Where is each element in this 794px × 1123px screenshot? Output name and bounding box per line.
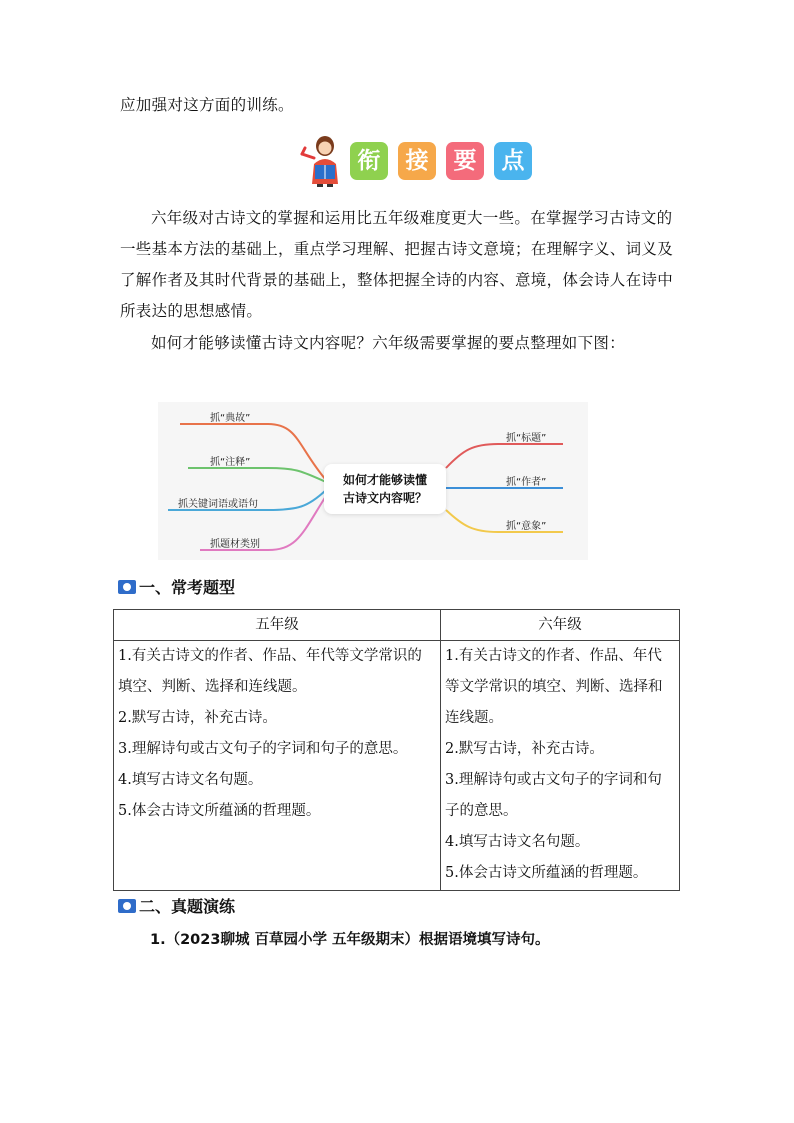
list-item: 2.默写古诗，补充古诗。: [445, 741, 604, 757]
banner-connection-points: [300, 132, 540, 188]
node-left-1: 抓“典故”: [210, 413, 251, 424]
branch-right-1: [446, 444, 563, 468]
table-header-row: [114, 610, 680, 641]
intro-line: 应加强对这方面的训练。: [120, 96, 294, 114]
branch-left-1: [180, 424, 326, 480]
question-type-table: [113, 609, 680, 891]
node-left-3: 抓关键词语或语句: [178, 499, 258, 510]
list-item: 2.默写古诗，补充古诗。: [118, 710, 277, 726]
banner-tile-3: 要: [446, 142, 484, 180]
section-heading-2: [118, 896, 235, 918]
question-1: 1.（2023聊城 百草园小学 五年级期末）根据语境填写诗句。: [150, 932, 550, 948]
paragraph-1: 六年级对古诗文的掌握和运用比五年级难度更大一些。在掌握学习古诗文的一些基本方法的基础上，重点学习理解、把握古诗文意境；在理解字义、词义及了解作者及其时代背景的基础上，整体把握全诗的内容、意境，体会诗人在诗中所表达的思想感情。: [120, 209, 674, 320]
list-item: 5.体会古诗文所蕴涵的哲理题。: [118, 803, 321, 819]
node-left-4: 抓题材类别: [210, 539, 260, 550]
section-heading-1: [118, 577, 235, 599]
section-marker-icon: [118, 580, 136, 594]
list-item: 3.理解诗句或古文句子的字词和句子的意思。: [118, 741, 408, 757]
section-title-1: 一、常考题型: [139, 578, 236, 597]
mind-map-center: [324, 464, 446, 514]
banner-tile-1: 衔: [350, 142, 388, 180]
center-line-2: 古诗文内容呢？: [342, 491, 427, 505]
banner-tile-4: 点: [494, 142, 532, 180]
node-left-2: 抓“注释”: [210, 457, 251, 468]
list-item: 1.有关古诗文的作者、作品、年代等文学常识的填空、判断、选择和连线题。: [445, 648, 663, 726]
list-item: 4.填写古诗文名句题。: [445, 834, 590, 850]
node-right-2: 抓“作者”: [506, 477, 547, 488]
section-marker-icon: [118, 899, 136, 913]
header-grade-5: 五年级: [114, 610, 441, 641]
list-item: 5.体会古诗文所蕴涵的哲理题。: [445, 865, 648, 881]
teacher-reading-icon: [300, 132, 350, 188]
cell-grade-6: [441, 641, 680, 891]
mind-map: [158, 402, 588, 560]
node-right-3: 抓“意象”: [506, 521, 547, 532]
list-item: 4.填写古诗文名句题。: [118, 772, 263, 788]
section-title-2: 二、真题演练: [139, 897, 236, 916]
list-item: 3.理解诗句或古文句子的字词和句子的意思。: [445, 772, 662, 819]
table-row: [114, 641, 680, 891]
branch-left-2: [188, 468, 326, 482]
list-item: 1.有关古诗文的作者、作品、年代等文学常识的填空、判断、选择和连线题。: [118, 648, 422, 695]
paragraph-2: 如何才能够读懂古诗文内容呢？六年级需要掌握的要点整理如下图：: [151, 334, 626, 352]
banner-tile-2: 接: [398, 142, 436, 180]
node-right-1: 抓“标题”: [506, 433, 547, 444]
header-grade-6: 六年级: [441, 610, 680, 641]
cell-grade-5: [114, 641, 441, 891]
center-line-1: 如何才能够读懂: [342, 473, 427, 487]
